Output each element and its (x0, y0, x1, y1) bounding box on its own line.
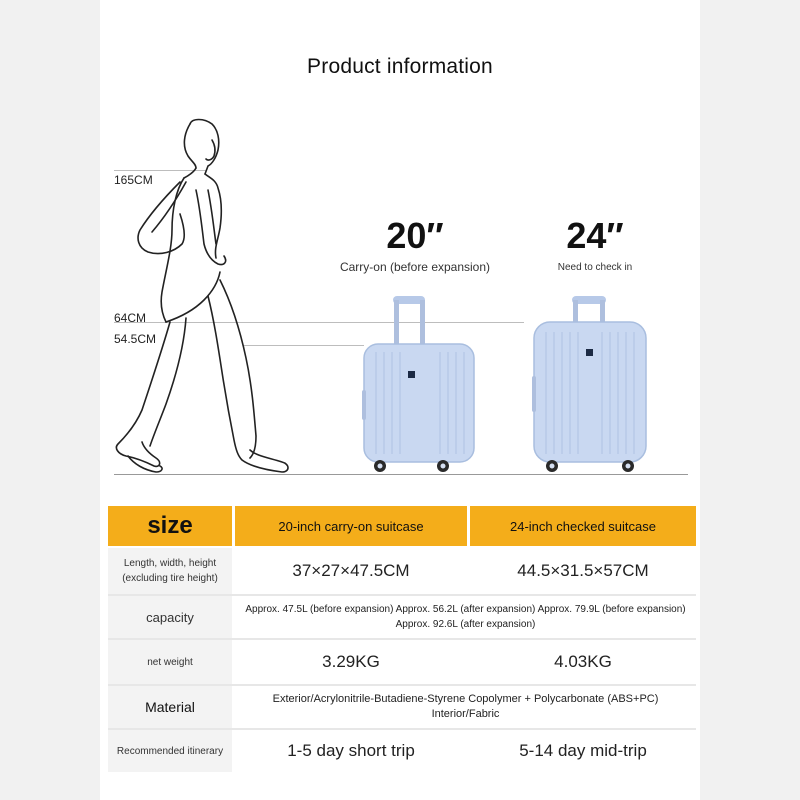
row-label: net weight (108, 640, 232, 684)
header-size-label: size (108, 506, 232, 546)
suitcase-20-caption: Carry-on (before expansion) (339, 260, 491, 274)
height-label-54: 54.5CM (114, 332, 157, 346)
itinerary-24: 5-14 day mid-trip (470, 730, 696, 772)
table-header-row (108, 506, 696, 546)
page-title: Product information (307, 55, 493, 78)
material-value: Exterior/Acrylonitrile-Butadiene-Styrene Copolymer + Polycarbonate (ABS+PC) Interior/Fabric (235, 686, 696, 728)
dimensions-24: 44.5×31.5×57CM (470, 548, 696, 594)
product-info-page (100, 0, 700, 800)
table-row-capacity (108, 596, 696, 638)
suitcase-24-size: 24″ (566, 215, 624, 256)
illustration (100, 0, 700, 500)
header-col-20: 20-inch carry-on suitcase (235, 506, 467, 546)
suitcase-24-illustration (532, 296, 646, 472)
suitcase-24-caption: Need to check in (557, 262, 633, 273)
suitcase-20-size: 20″ (386, 215, 444, 256)
itinerary-20: 1-5 day short trip (235, 730, 467, 772)
row-label: Length, width, height (excluding tire height) (108, 548, 232, 594)
capacity-value: Approx. 47.5L (before expansion) Approx. 56.2L (after expansion) Approx. 79.9L (before expansion) Approx. 92.6L (after expansion) (235, 596, 696, 638)
suitcase-20-illustration (362, 296, 474, 472)
row-label: capacity (108, 596, 232, 638)
walking-woman-illustration (116, 120, 288, 473)
table-row-weight (108, 640, 696, 684)
dimensions-20: 37×27×47.5CM (235, 548, 467, 594)
row-label: Material (108, 686, 232, 728)
weight-24: 4.03KG (470, 640, 696, 684)
table-row-material (108, 686, 696, 728)
row-label: Recommended itinerary (108, 730, 232, 772)
table-row-dimensions (108, 548, 696, 594)
table-row-itinerary (108, 730, 696, 772)
header-col-24: 24-inch checked suitcase (470, 506, 696, 546)
weight-20: 3.29KG (235, 640, 467, 684)
height-label-165: 165CM (114, 173, 153, 187)
height-label-64: 64CM (114, 311, 147, 325)
